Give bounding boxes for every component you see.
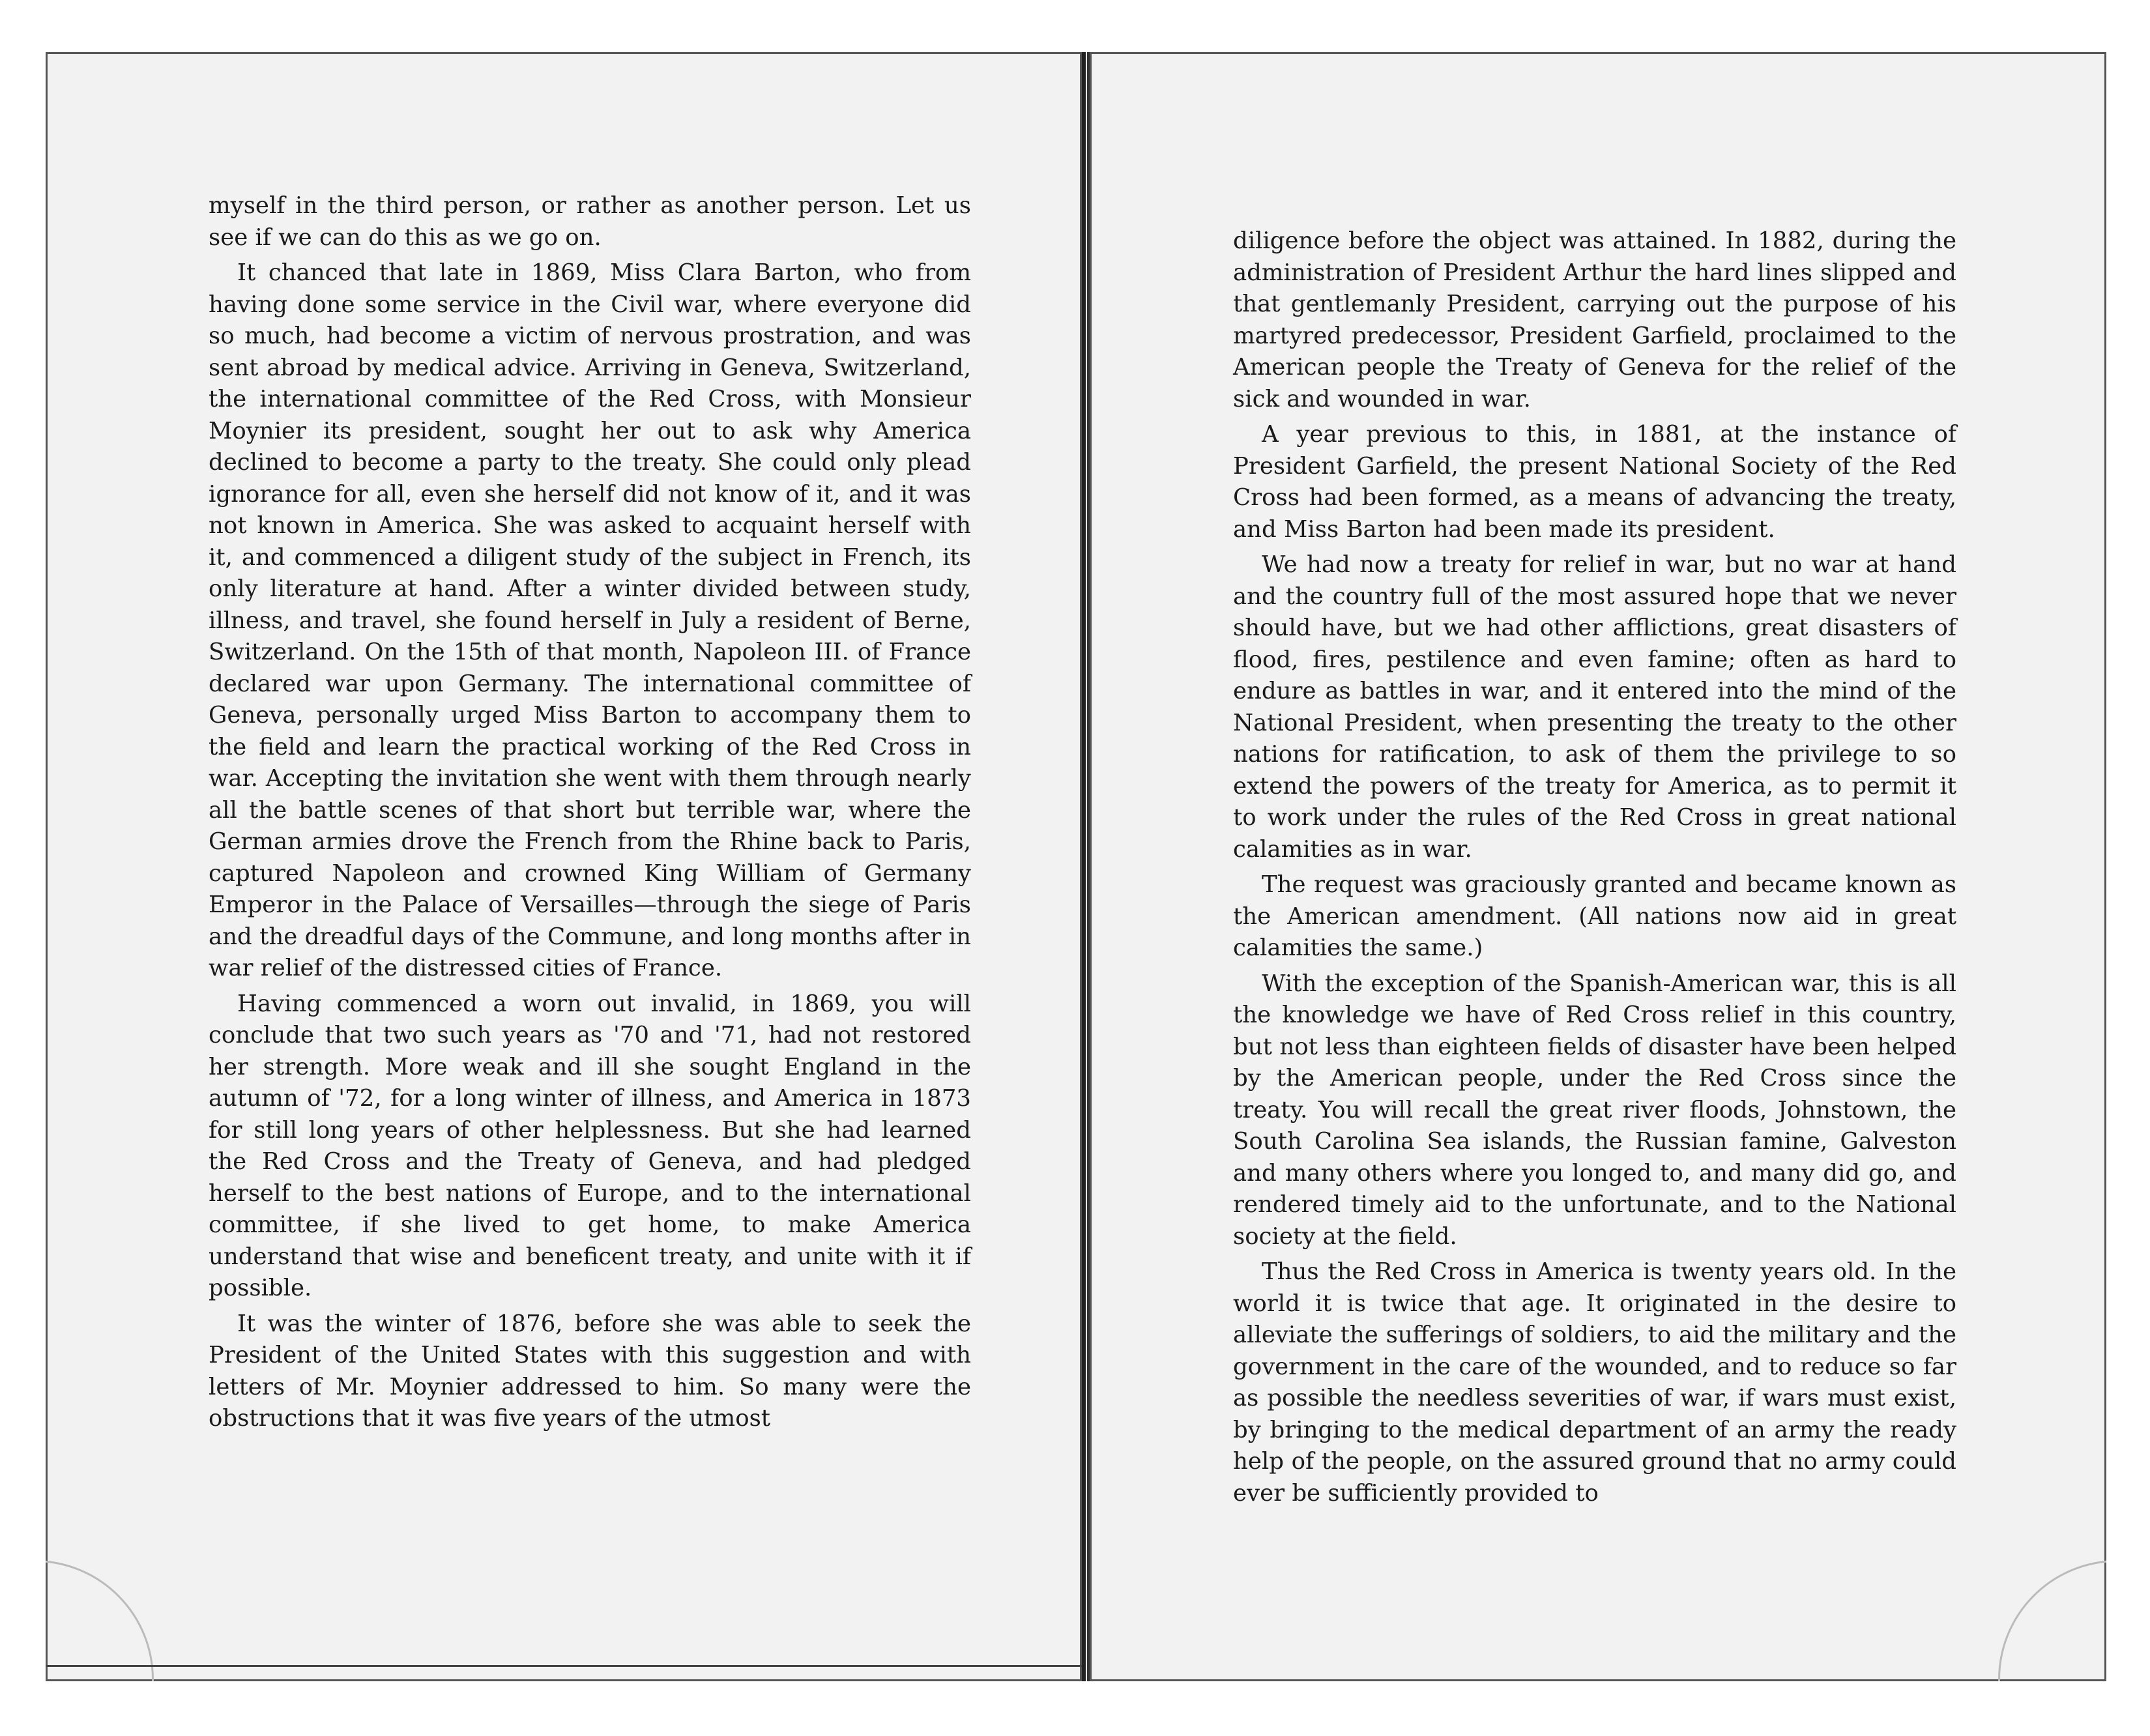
left-page-text (209, 190, 971, 1439)
page-corner-fold (46, 1560, 154, 1681)
paragraph: A year previous to this, in 1881, at the instance of President Garfield, the present National Society of the Red Cross had been formed, as a means of advancing the treaty, and Miss Barton had been made its president. (1233, 421, 1956, 543)
paragraph: With the exception of the Spanish-American war, this is all the knowledge we have of Red Cross relief in this country, but not less than eighteen fields of disaster have been helped by the American people, under the Red Cross since the treaty. You will recall the great river floods, Johnstown, the South Carolina Sea islands, the Russian famine, Galveston and many others where you longed to, and many did go, and rendered timely aid to the unfortunate, and to the National society at the field. (1233, 970, 1956, 1250)
paragraph: diligence before the object was attained. In 1882, during the administration of President Arthur the hard lines slipped and that gentlemanly President, carrying out the purpose of his martyred predecessor, President Garfield, proclaimed to the American people the Treaty of Geneva for the relief of the sick and wounded in war. (1233, 227, 1956, 412)
paragraph: It was the winter of 1876, before she was able to seek the President of the United States with this suggestion and with letters of Mr. Moynier addressed to him. So many were the obstructions that it was five years of the utmost (209, 1310, 971, 1432)
paragraph: It chanced that late in 1869, Miss Clara Barton, who from having done some service in the Civil war, where everyone did so much, had become a victim of nervous prostration, and was sent abroad by medical advice. Arriving in Geneva, Switzerland, the international committee of the Red Cross, with Monsieur Moynier its president, sought her out to ask why America declined to become a party to the treaty. She could only plead ignorance for all, even she herself did not know of it, and it was not known in America. She was asked to acquaint herself with it, and commenced a diligent study of the subject in French, its only literature at hand. After a winter divided between study, illness, and travel, she found herself in July a resident of Berne, Switzerland. On the 15th of that month, Napoleon III. of France declared war upon Germany. The international committee of Geneva, personally urged Miss Barton to accompany them to the field and learn the practical working of the Red Cross in war. Accepting the invitation she went with them through nearly all the battle scenes of that short but terrible war, where the German armies drove the French from the Rhine back to Paris, captured Napoleon and crowned King William of Germany Emperor in the Palace of Versailles—through the siege of Paris and the dreadful days of the Commune, and long months after in war relief of the distressed cities of France. (209, 259, 971, 981)
right-page (1087, 52, 2106, 1681)
right-page-text (1233, 225, 1956, 1513)
paragraph: Having commenced a worn out invalid, in 1869, you will conclude that two such years as '70 and '71, had not restored her strength. More weak and ill she sought England in the autumn of '72, for a long winter of illness, and America in 1873 for still long years of other helplessness. But she had learned the Red Cross and the Treaty of Geneva, and had pledged herself to the best nations of Europe, and to the international committee, if she lived to get home, to make America understand that wise and beneficent treaty, and unite with it if possible. (209, 990, 971, 1301)
page-corner-fold (1998, 1560, 2106, 1681)
left-page (46, 52, 1086, 1681)
paragraph: myself in the third person, or rather as another person. Let us see if we can do this as we go on. (209, 192, 971, 251)
paragraph: Thus the Red Cross in America is twenty years old. In the world it is twice that age. It originated in the desire to alleviate the sufferings of soldiers, to aid the military and the government in the care of the wounded, and to reduce so far as possible the needless severities of war, if wars must exist, by bringing to the medical department of an army the ready help of the people, on the assured ground that no army could ever be sufficiently provided to (1233, 1258, 1956, 1507)
paragraph: We had now a treaty for relief in war, but no war at hand and the country full of the most assured hope that we never should have, but we had other afflictions, great disasters of flood, fires, pestilence and even famine; often as hard to endure as battles in war, and it entered into the mind of the National President, when presenting the treaty to the other nations for ratification, to ask of them the privilege to so extend the powers of the treaty for America, as to permit it to work under the rules of the Red Cross in great national calamities as in war. (1233, 551, 1956, 863)
paragraph: The request was graciously granted and became known as the American amendment. (All nations now aid in great calamities the same.) (1233, 871, 1956, 961)
page-bottom-edge (46, 1665, 1082, 1681)
